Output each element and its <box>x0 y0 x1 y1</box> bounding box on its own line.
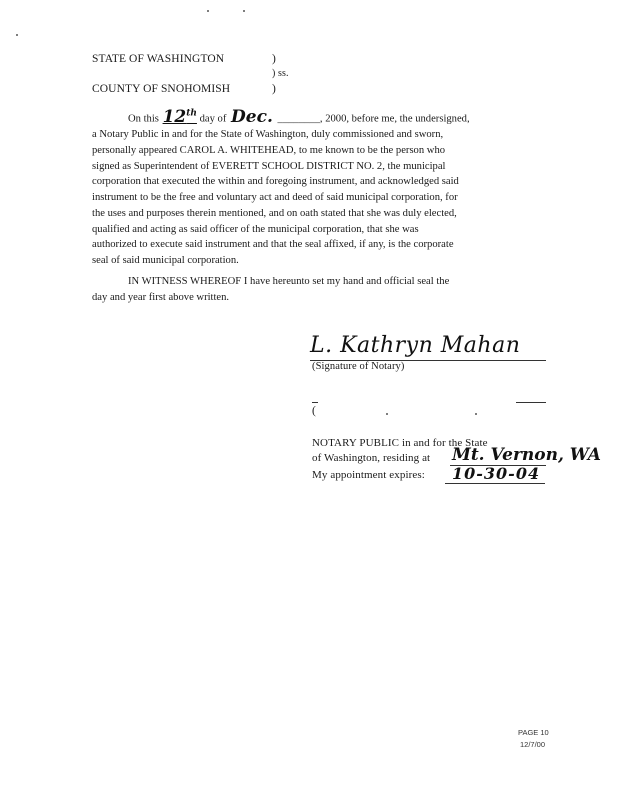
scan-speck <box>16 34 18 36</box>
acknowledgment-paragraph <box>92 106 544 269</box>
acknowledgment-line-9: authorized to execute said instrument and that the seal affixed, if any, is the corporate <box>92 239 454 251</box>
county-line: COUNTY OF SNOHOMISH <box>92 83 231 95</box>
handwritten-month: Dec. <box>231 106 273 127</box>
handwritten-expiration: 10-30-04 <box>452 464 541 483</box>
scan-speck <box>207 10 209 12</box>
acknowledgment-line-2: a Notary Public in and for the State of Washington, duly commissioned and sworn, <box>92 129 444 141</box>
acknowledgment-line-3: personally appeared CAROL A. WHITEHEAD, to me known to be the person who <box>92 145 446 157</box>
venue-brace-bottom: ) <box>272 83 276 95</box>
signature-caption: (Signature of Notary) <box>312 361 405 372</box>
acknowledgment-line-4: signed as Superintendent of EVERETT SCHOOL DISTRICT NO. 2, the municipal <box>92 160 446 172</box>
witness-line-2: day and year first above written. <box>92 291 230 303</box>
notary-title-line-3: My appointment expires: <box>312 469 425 481</box>
acknowledgment-line-10: seal of said municipal corporation. <box>92 254 239 266</box>
expiration-line <box>445 483 545 484</box>
acknowledgment-line-7: the uses and purposes therein mentioned, and on oath stated that she was duly elected, <box>92 207 457 219</box>
acknowledgment-line-8: qualified and acting as said officer of the municipal corporation, that she was <box>92 223 419 235</box>
acknowledgment-line-5: corporation that executed the within and foregoing instrument, and acknowledged said <box>92 176 459 188</box>
venue-brace-top: ) <box>272 53 276 65</box>
print-name-open-paren: ( <box>312 405 316 417</box>
notary-title-line-2: of Washington, residing at <box>312 452 431 464</box>
notary-title-line-1: NOTARY PUBLIC in and for the State <box>312 437 488 449</box>
print-name-line-right <box>516 402 546 403</box>
print-name-line-left <box>312 402 318 403</box>
venue-ss: ) ss. <box>272 68 289 79</box>
scan-speck <box>475 413 477 415</box>
scan-speck <box>243 10 245 12</box>
handwritten-residence: Mt. Vernon, WA <box>452 445 601 465</box>
state-line: STATE OF WASHINGTON <box>92 53 225 65</box>
date-code: 12/7/00 <box>520 740 546 749</box>
notary-signature: L. Kathryn Mahan <box>310 333 521 358</box>
acknowledgment-line-1: On this 12th day of Dec. ________, 2000, before me, the undersigned, <box>128 106 470 127</box>
page-label: PAGE 10 <box>518 728 549 737</box>
handwritten-day: 12th <box>162 106 197 127</box>
witness-line-1: IN WITNESS WHEREOF I have hereunto set my hand and official seal the <box>128 276 450 287</box>
acknowledgment-line-6: instrument to be the free and voluntary act and deed of said municipal corporation, for <box>92 192 458 204</box>
witness-paragraph <box>92 274 544 305</box>
scan-speck <box>386 413 388 415</box>
